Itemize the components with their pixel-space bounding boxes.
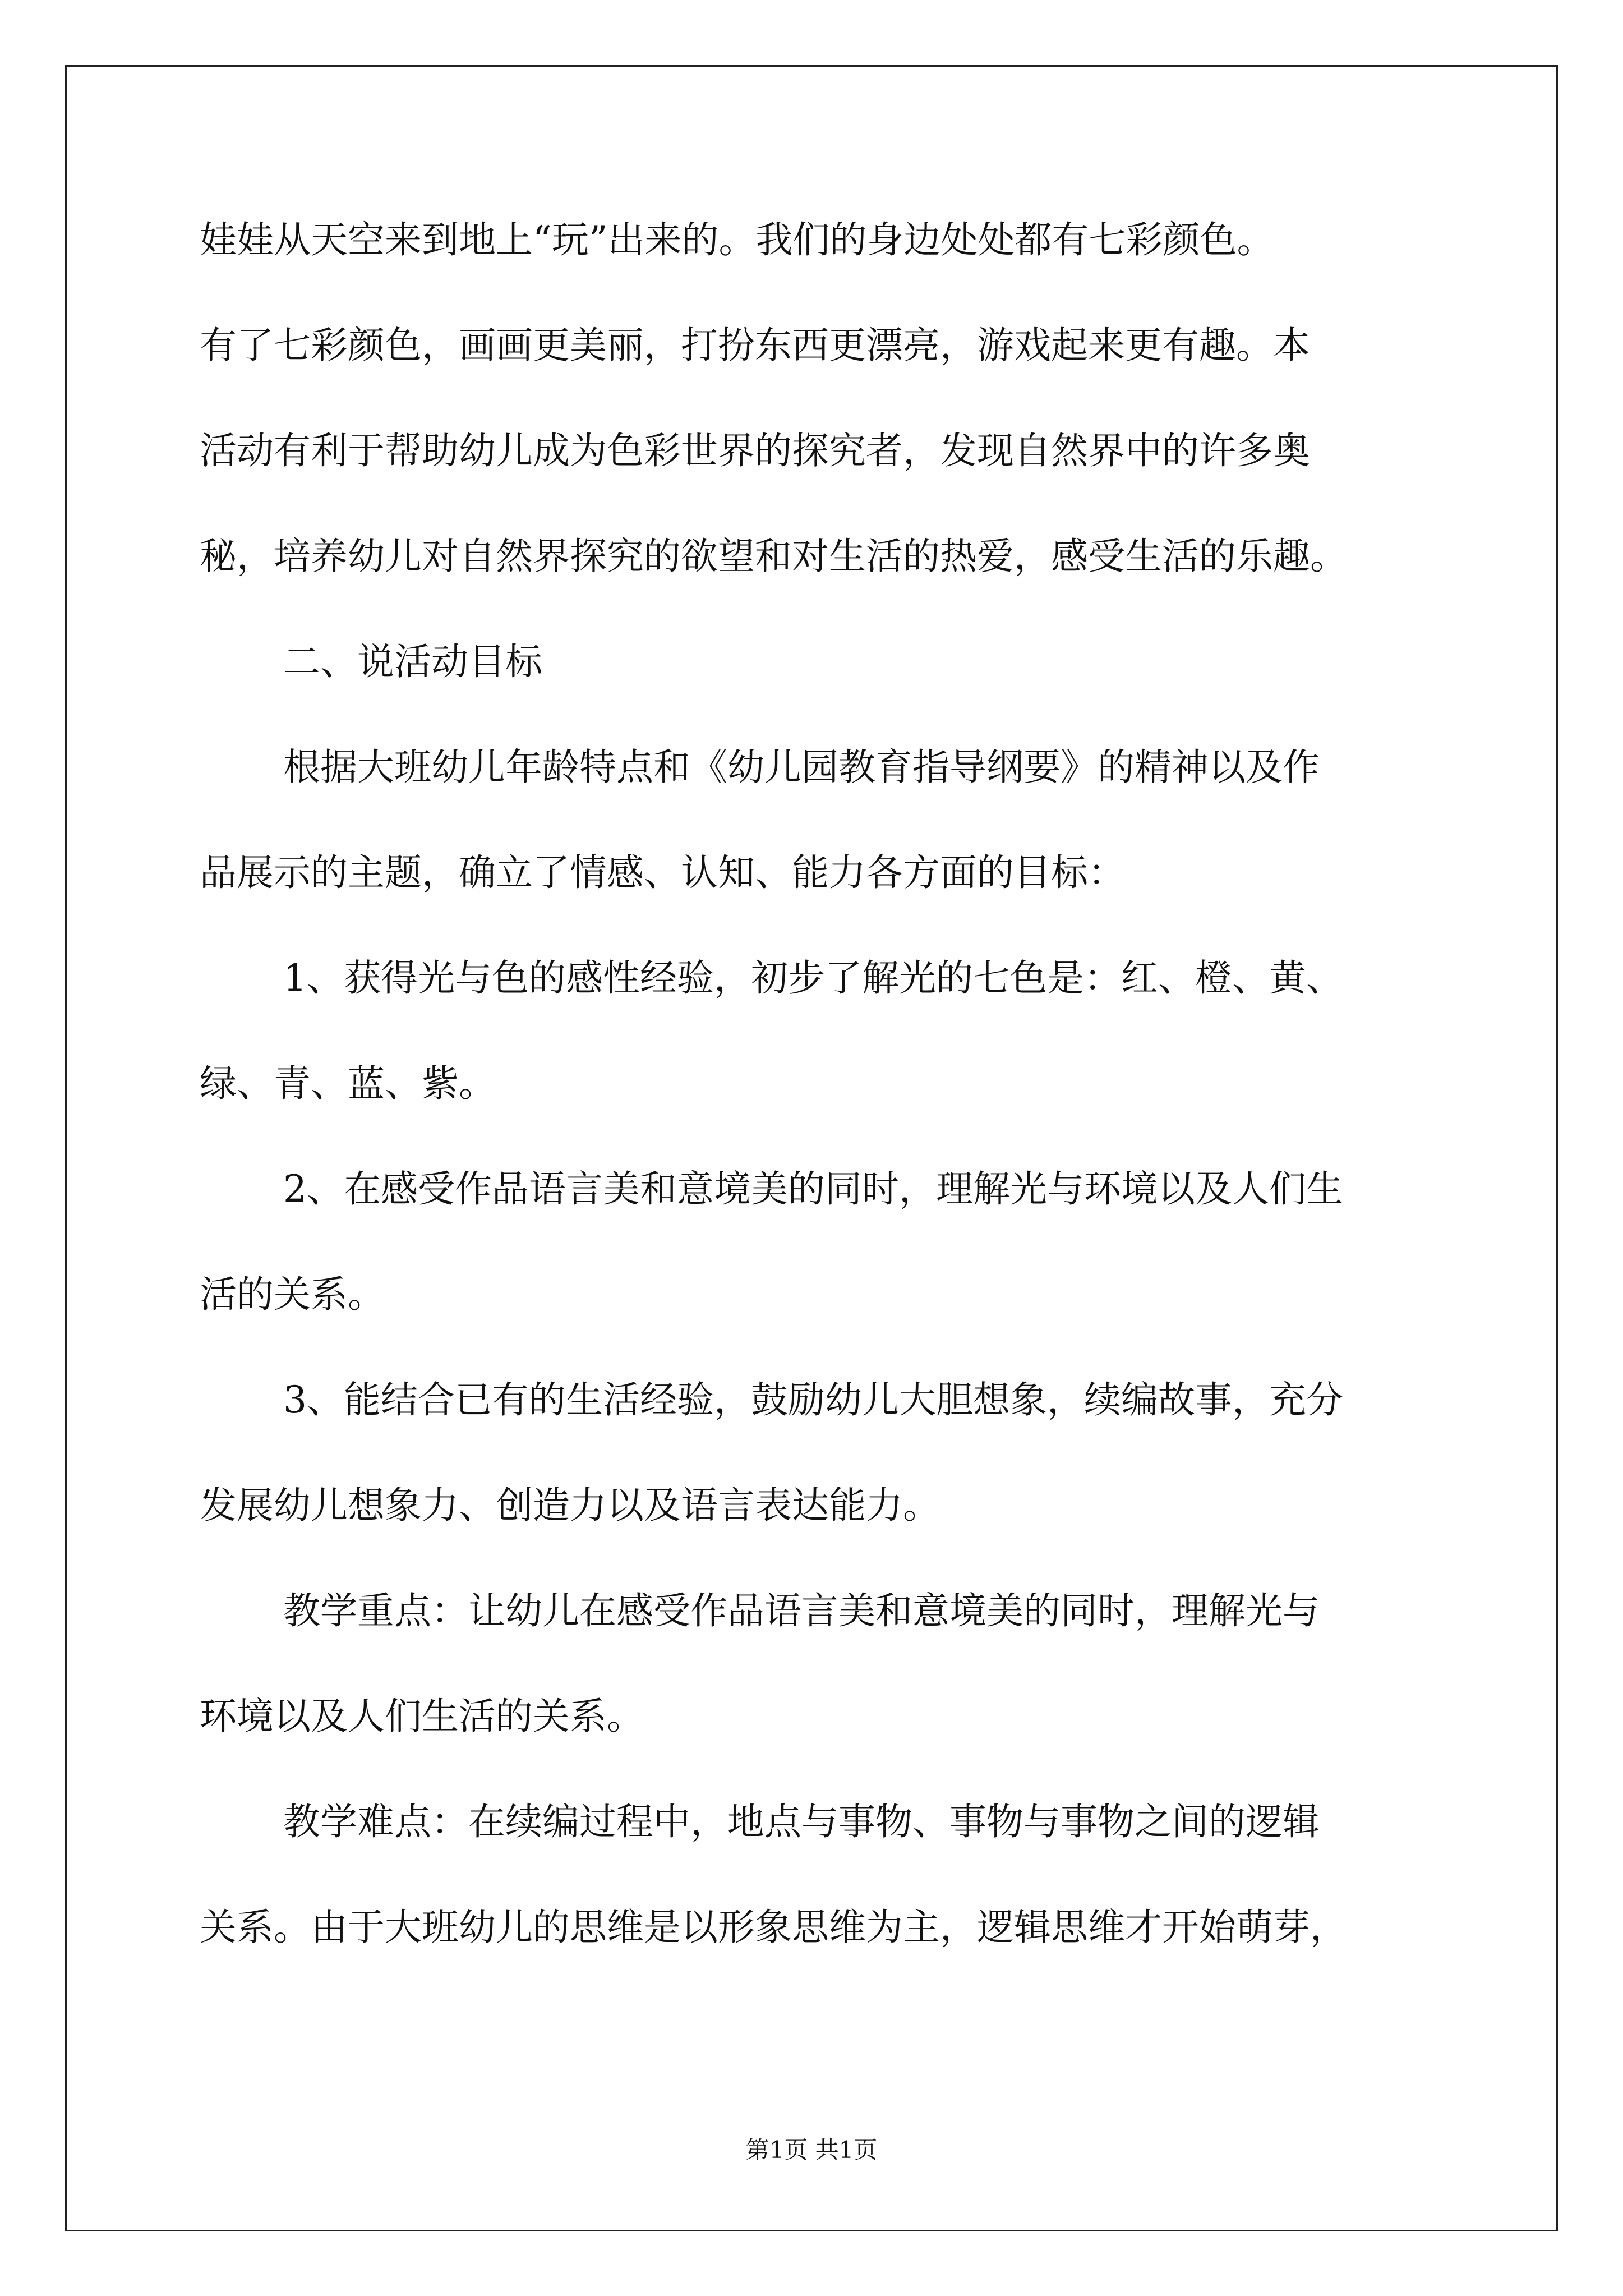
- body-line: 品展示的主题，确立了情感、认知、能力各方面的目标：: [200, 851, 1125, 894]
- body-line: 环境以及人们生活的关系。: [200, 1695, 644, 1738]
- paragraph-start: 根据大班幼儿年龄特点和《幼儿园教育指导纲要》的精神以及作: [283, 746, 1320, 789]
- list-item-1: 1、获得光与色的感性经验，初步了解光的七色是：红、橙、黄、: [283, 956, 1343, 1000]
- body-line: 秘，培养幼儿对自然界探究的欲望和对生活的热爱，感受生活的乐趣。: [200, 535, 1347, 578]
- body-line: 活动有利于帮助幼儿成为色彩世界的探究者，发现自然界中的许多奥: [200, 429, 1310, 472]
- body-line: 活的关系。: [200, 1273, 385, 1316]
- teaching-difficulty: 教学难点：在续编过程中，地点与事物、事物与事物之间的逻辑: [283, 1800, 1320, 1843]
- page-number-footer: 第1页 共1页: [745, 2136, 878, 2164]
- body-line: 娃娃从天空来到地上“玩”出来的。我们的身边处处都有七彩颜色。: [200, 218, 1274, 261]
- list-item-2: 2、在感受作品语言美和意境美的同时，理解光与环境以及人们生: [283, 1167, 1343, 1211]
- body-line: 关系。由于大班幼儿的思维是以形象思维为主，逻辑思维才开始萌芽，: [200, 1906, 1347, 1949]
- body-line: 绿、青、蓝、紫。: [200, 1062, 496, 1105]
- body-line: 有了七彩颜色，画画更美丽，打扮东西更漂亮，游戏起来更有趣。本: [200, 324, 1310, 367]
- teaching-focus: 教学重点：让幼儿在感受作品语言美和意境美的同时，理解光与: [283, 1589, 1320, 1632]
- body-line: 发展幼儿想象力、创造力以及语言表达能力。: [200, 1484, 940, 1527]
- list-item-3: 3、能结合已有的生活经验，鼓励幼儿大胆想象，续编故事，充分: [283, 1378, 1343, 1421]
- section-heading: 二、说活动目标: [283, 640, 542, 683]
